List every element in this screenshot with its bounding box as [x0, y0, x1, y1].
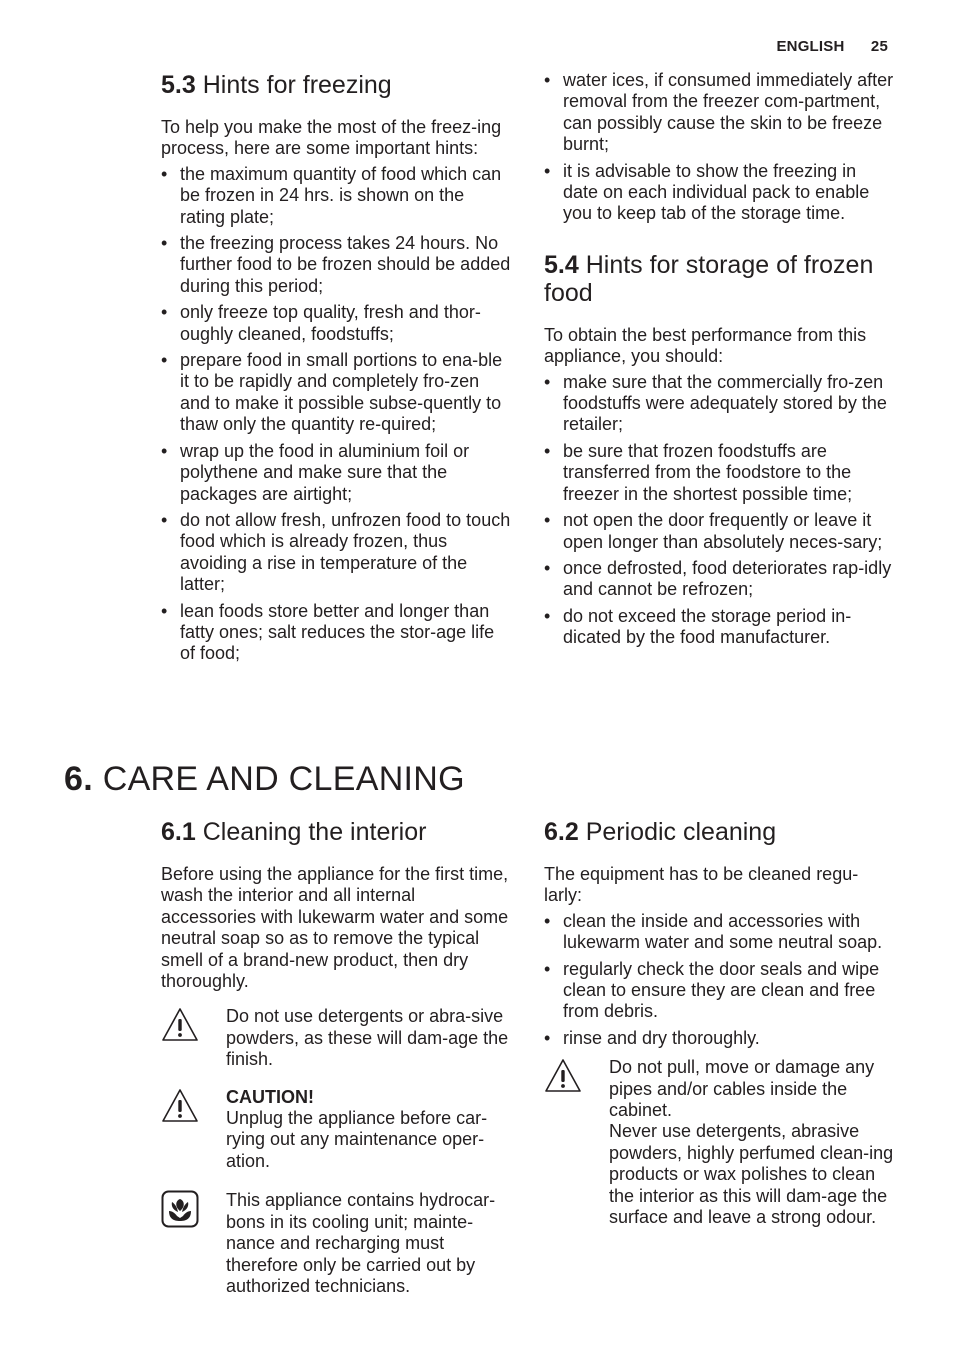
- section-title: Periodic cleaning: [585, 818, 777, 846]
- list-item: • the maximum quantity of food which can be frozen in 24 hrs. is shown on the rating plate;: [161, 163, 502, 227]
- chapter-title: CARE AND CLEANING: [102, 760, 465, 798]
- caution-text: Unplug the appliance before car-rying out any maintenance oper-ation.: [226, 1108, 488, 1171]
- section-5-4-intro: To obtain the best performance from this appliance, you should:: [544, 324, 867, 367]
- list-item: • make sure that the commercially fro-zen foodstuffs were adequately stored by the retailer;: [544, 371, 887, 435]
- section-6-1: [161, 818, 513, 1301]
- chapter-6-heading: [64, 759, 465, 799]
- list-item: • regularly check the door seals and wipe clean to ensure they are clean and free from debris.: [544, 958, 880, 1022]
- list-item: • wrap up the food in aluminium foil or polythene and make sure that the packages are airtight;: [161, 440, 470, 504]
- environment-text: This appliance contains hydrocar-bons in its cooling unit; mainte-nance and recharging must therefore only be carried out by authorized technicians.: [226, 1190, 496, 1296]
- list-item: • be sure that frozen foodstuffs are transferred from the foodstore to the freezer in the shortest possible time;: [544, 440, 853, 504]
- section-5-4-heading: [544, 251, 896, 307]
- list-item: • lean foods store better and longer than fatty ones; salt reduces the stor-age life of food;: [161, 600, 495, 664]
- periodic-cleaning-list: [544, 911, 896, 1049]
- section-number: 6.2: [544, 818, 579, 846]
- list-item: • do not allow fresh, unfrozen food to touch food which is already frozen, thus avoiding a rise in temperature of the latter;: [161, 509, 511, 595]
- page-header: [776, 38, 888, 55]
- list-item: • only freeze top quality, fresh and thor-oughly cleaned, foodstuffs;: [161, 302, 481, 344]
- list-item: • once defrosted, food deteriorates rap-idly and cannot be refrozen;: [544, 557, 892, 600]
- warning-text: Never use detergents, abrasive powders, highly perfumed clean-ing products or wax polishes to clean the interior as this will dam-age the surface and leave a strong odour.: [609, 1121, 894, 1228]
- list-item: • prepare food in small portions to ena-ble it to be rapidly and completely fro-zen and to make it possible subse-quently to thaw only the quantity re-quired;: [161, 350, 503, 435]
- section-number: 5.3: [161, 71, 196, 99]
- environment-notice: [161, 1190, 513, 1297]
- list-item: • clean the inside and accessories with lukewarm water and some neutral soap.: [544, 910, 883, 953]
- section-6-1-intro: Before using the appliance for the first time, wash the interior and all internal accessories with lukewarm water and some neutral soap so as to remove the typical smell of a brand-new product, then dry thoroughly.: [161, 864, 509, 992]
- list-item: • water ices, if consumed immediately after removal from the freezer com-partment, can possibly cause the skin to be freeze burnt;: [544, 70, 894, 155]
- section-6-2: [544, 818, 896, 1233]
- list-item: • it is advisable to show the freezing in date on each individual pack to enable you to keep tab of the storage time.: [544, 160, 870, 224]
- warning-triangle-icon: [544, 1057, 582, 1095]
- environment-hands-icon: [161, 1190, 199, 1228]
- freezing-hints-continued-list: [544, 70, 896, 225]
- chapter-number: 6.: [64, 760, 93, 798]
- list-item: • do not exceed the storage period in-dicated by the food manufacturer.: [544, 605, 852, 648]
- storage-hints-list: [544, 372, 896, 649]
- warning-notice: [161, 1006, 513, 1070]
- section-number: 5.4: [544, 250, 579, 279]
- section-title: Cleaning the interior: [202, 818, 427, 846]
- warning-triangle-icon: [161, 1087, 199, 1125]
- section-title: Hints for freezing: [202, 71, 392, 99]
- section-5-3-heading: [161, 71, 513, 99]
- section-5-3: [161, 71, 513, 670]
- section-number: 6.1: [161, 818, 196, 846]
- caution-notice: [161, 1087, 513, 1173]
- freezing-hints-list: [161, 164, 513, 665]
- caution-title: CAUTION!: [226, 1086, 314, 1107]
- section-6-2-intro: The equipment has to be cleaned regu-larly:: [544, 864, 859, 906]
- header-language: ENGLISH: [776, 38, 845, 55]
- warning-text: Do not use detergents or abra-sive powders, as these will dam-age the finish.: [226, 1006, 509, 1070]
- warning-notice: [544, 1057, 896, 1228]
- section-6-2-heading: [544, 818, 896, 846]
- section-6-1-heading: [161, 818, 513, 846]
- section-title: Hints for storage of frozen food: [544, 250, 874, 307]
- warning-triangle-icon: [161, 1006, 199, 1044]
- right-column-top: [544, 70, 896, 654]
- list-item: • not open the door frequently or leave it open longer than absolutely neces-sary;: [544, 510, 883, 552]
- page-number: 25: [870, 38, 888, 55]
- section-5-3-intro: To help you make the most of the freez-ing process, here are some important hints:: [161, 117, 502, 159]
- list-item: • rinse and dry thoroughly.: [544, 1027, 760, 1048]
- list-item: • the freezing process takes 24 hours. No further food to be frozen should be added during this period;: [161, 233, 511, 296]
- warning-text: Do not pull, move or damage any pipes and/or cables inside the cabinet.: [609, 1057, 875, 1121]
